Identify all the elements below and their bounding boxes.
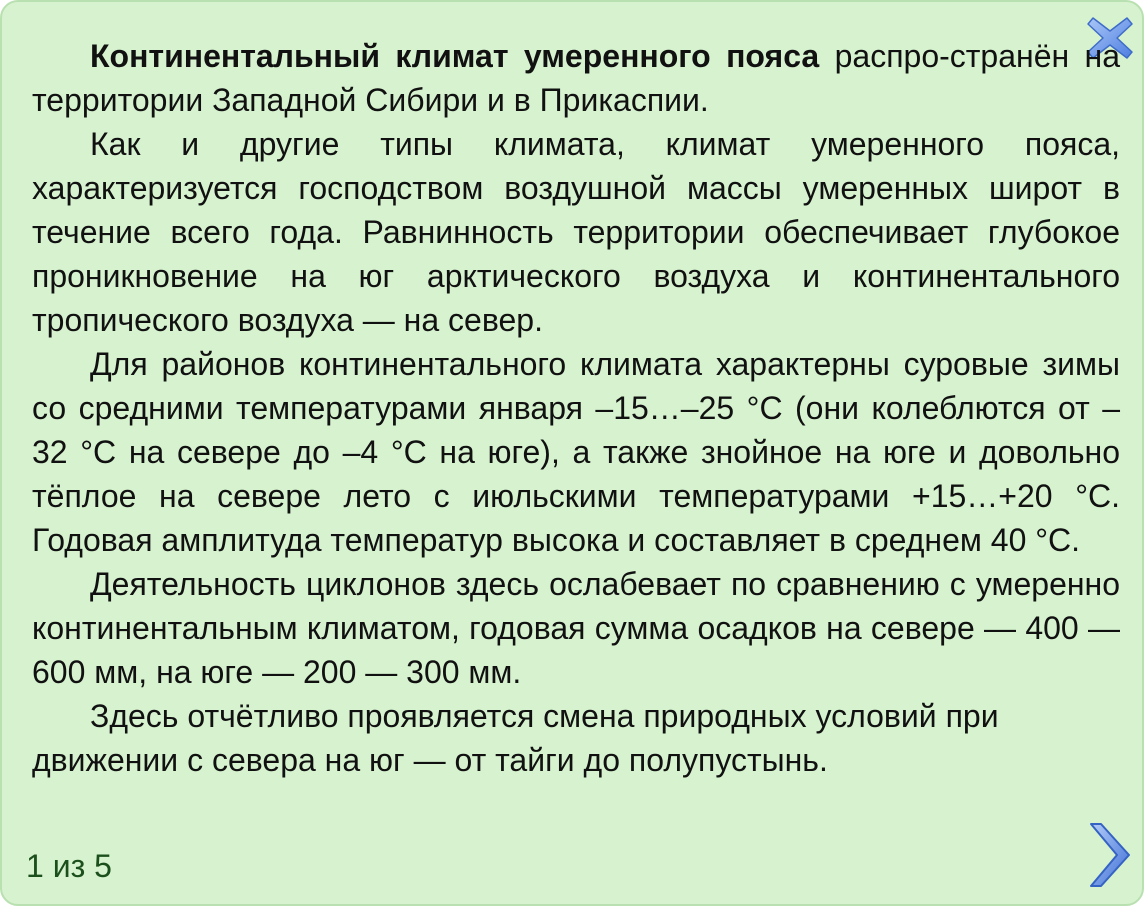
paragraph-5: Здесь отчётливо проявляется смена природных условий при движении с севера на юг — от тайги до полупустынь. (32, 698, 999, 778)
chevron-right-icon (1087, 820, 1133, 890)
paragraph-3: Для районов континентального климата характерны суровые зимы со средними температурами января –15…–25 °С (они колеблются от –32 °С на севере до –4 °С на юге), а также знойное на юге и довольно тёплое на севере лето с июльскими температурами +15…+20 °С. Годовая амплитуда температур высока и составляет в среднем 40 °С. (32, 346, 1120, 558)
page-counter: 1 из 5 (26, 848, 112, 884)
paragraph-1 (32, 34, 1120, 122)
text-content (32, 34, 1120, 782)
paragraph-1-term: Континентальный климат умеренного пояса (90, 38, 820, 74)
paragraph-2: Как и другие типы климата, климат умеренного пояса, характеризуется господством воздушной массы умеренных широт в течение всего года. Равнинность территории обеспечивает глубокое проникновение на юг арктического воздуха и континентального тропического воздуха — на север. (32, 126, 1120, 338)
paragraph-1-text: распро-странён на территории Западной Сибири и в Прикаспии. (32, 38, 1121, 118)
next-page-button[interactable] (1087, 820, 1133, 890)
paragraph-4: Деятельность циклонов здесь ослабевает по сравнению с умеренно континентальным климатом, годовая сумма осадков на севере — 400 — 600 мм, на юге — 200 — 300 мм. (32, 566, 1120, 690)
